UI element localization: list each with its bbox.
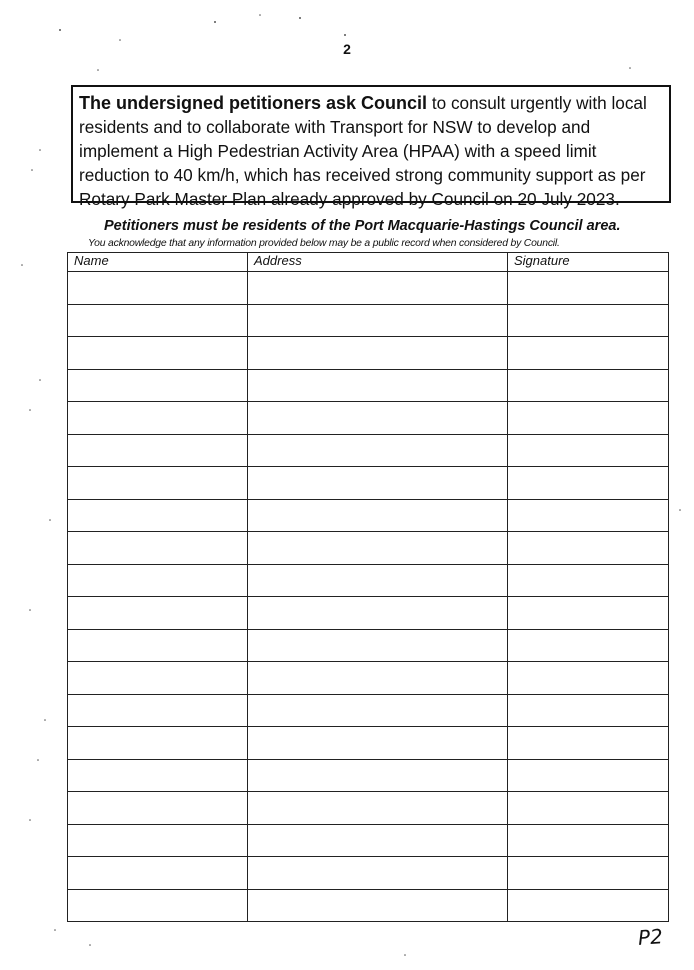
residents-requirement: Petitioners must be residents of the Port Macquarie-Hastings Council area. bbox=[104, 218, 621, 234]
header-address: Address bbox=[248, 253, 508, 272]
public-record-notice: You acknowledge that any information provided below may be a public record when considered by Council. bbox=[88, 238, 560, 249]
statement-lead: The undersigned petitioners ask Council bbox=[79, 93, 428, 113]
header-name: Name bbox=[68, 253, 248, 272]
page-number: 2 bbox=[343, 41, 351, 57]
handwritten-page-mark: P2 bbox=[637, 924, 664, 950]
statement-body: to consult urgently with local residents and to collaborate with Transport for NSW to develop and implement a High Pedestrian Activity Area (HPAA) with a speed limit reduction to 40 km/h, which has received strong community support as per Rotary Park Master Plan already approved by Council on 20 July 2023. bbox=[79, 93, 647, 209]
header-signature: Signature bbox=[508, 253, 669, 272]
